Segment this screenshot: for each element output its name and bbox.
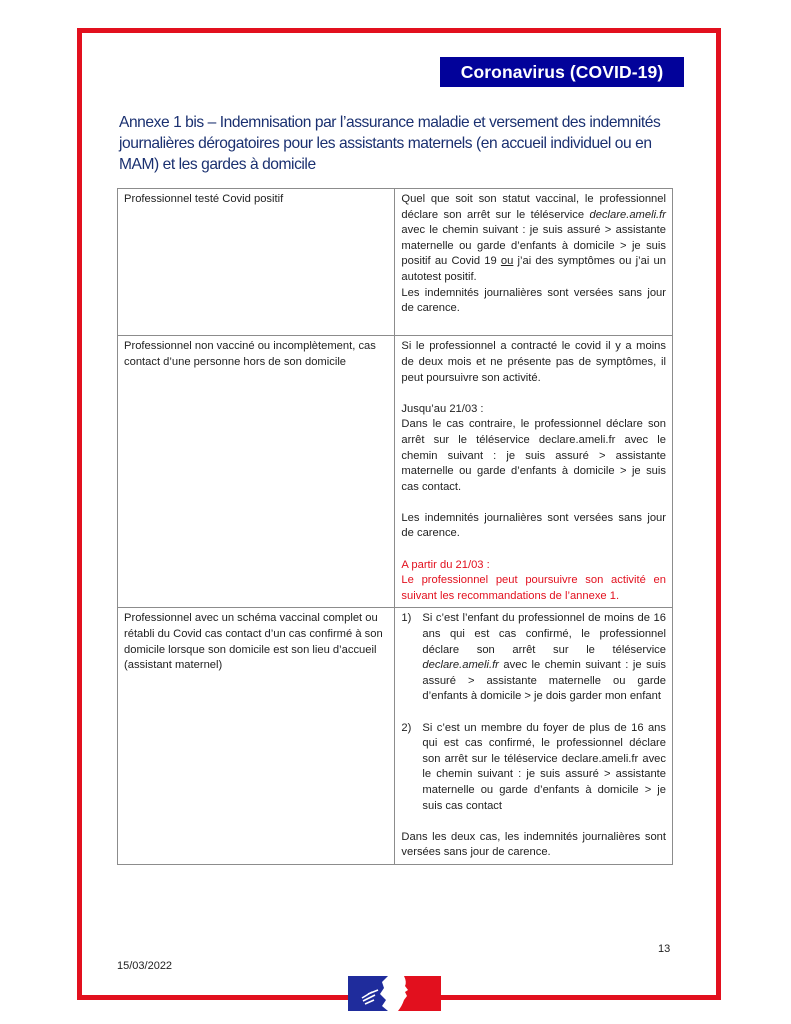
list-item — [401, 611, 666, 705]
spacer — [401, 542, 666, 558]
list-item — [401, 721, 666, 815]
text: Si c’est l’enfant du professionnel de moins de 16 ans qui est cas confirmé, le professionnel déclare son arrêt sur le téléservice — [422, 612, 666, 656]
table-row — [118, 608, 673, 865]
spacer — [401, 814, 666, 830]
document-date: 15/03/2022 — [117, 960, 173, 972]
hand-icon — [348, 976, 388, 1011]
list-number: 1) — [401, 612, 412, 625]
paragraph: Dans le cas contraire, le professionnel déclare son arrêt sur le téléservice declare.ameli.fr avec le chemin suivant : je suis assuré > assistante maternelle ou garde d’enfants à domicile > je suis cas contact. — [401, 418, 666, 493]
row-label: Professionnel non vacciné ou incomplètement, cas contact d’une personne hors de son domicile — [118, 336, 395, 608]
underlined-ou: ou — [500, 255, 514, 268]
text: avec le chemin suivant : je suis assuré > assistante maternelle ou garde d’enfants à domicile > je suis positif au Covid 19 — [401, 224, 666, 268]
text: avec le chemin suivant : je suis assuré > assistante maternelle ou garde d’enfants à domicile > je dois garder mon enfant — [422, 659, 666, 703]
numbered-list — [401, 611, 666, 814]
row-content — [395, 608, 673, 865]
list-text — [422, 611, 666, 705]
page-title: Annexe 1 bis – Indemnisation par l’assurance maladie et versement des indemnités journalières dérogatoires pour les assistants maternels (en accueil individuel ou en MAM) et les gardes à domicile — [119, 114, 661, 173]
spacer — [401, 317, 666, 333]
service-link: declare.ameli.fr — [589, 208, 666, 221]
row-content — [395, 189, 673, 336]
spacer — [401, 705, 666, 721]
spacer — [401, 495, 666, 511]
red-subheading: A partir du 21/03 : — [401, 558, 490, 571]
page-number: 13 — [658, 943, 671, 955]
row-label: Professionnel avec un schéma vaccinal complet ou rétabli du Covid cas contact d’un cas confirmé à son domicile lorsque son domicile est son lieu d’accueil (assistant maternel) — [118, 608, 395, 865]
table-row — [118, 189, 673, 336]
covid-banner: Coronavirus (COVID-19) — [440, 57, 684, 87]
marianne-logo-icon — [348, 976, 441, 1011]
list-number: 2) — [401, 721, 412, 734]
paragraph: Les indemnités journalières sont versées sans jour de carence. — [401, 511, 666, 540]
paragraph — [401, 192, 666, 286]
annex-table — [117, 188, 673, 865]
logo-red-block — [398, 976, 441, 1011]
paragraph: Dans les deux cas, les indemnités journalières sont versées sans jour de carence. — [401, 830, 666, 859]
paragraph: Si le professionnel a contracté le covid il y a moins de deux mois et ne présente pas de symptômes, il peut poursuivre son activité. — [401, 340, 666, 384]
spacer — [401, 386, 666, 402]
red-paragraph: Le professionnel peut poursuivre son activité en suivant les recommandations de l’annexe 1. — [401, 574, 666, 602]
list-text: Si c’est un membre du foyer de plus de 16 ans qui est cas confirmé, le professionnel déclare son arrêt sur le téléservice declare.ameli.fr avec le chemin suivant : je suis assuré > assistante maternelle ou garde d’enfants à domicile > je suis cas contact — [422, 721, 666, 812]
marianne-profile-icon — [398, 976, 441, 1011]
service-link: declare.ameli.fr — [422, 659, 499, 672]
row-content — [395, 336, 673, 608]
text: j’ai des symptômes ou j’ai un autotest positif. — [401, 255, 666, 283]
logo-blue-block — [348, 976, 388, 1011]
row-label: Professionnel testé Covid positif — [118, 189, 395, 336]
subheading: Jusqu’au 21/03 : — [401, 402, 484, 415]
logo-white-gap — [388, 976, 398, 1011]
table-row — [118, 336, 673, 608]
paragraph: Les indemnités journalières sont versées sans jour de carence. — [401, 286, 666, 315]
text: Quel que soit son statut vaccinal, le professionnel déclare son arrêt sur le téléservice — [401, 193, 666, 221]
